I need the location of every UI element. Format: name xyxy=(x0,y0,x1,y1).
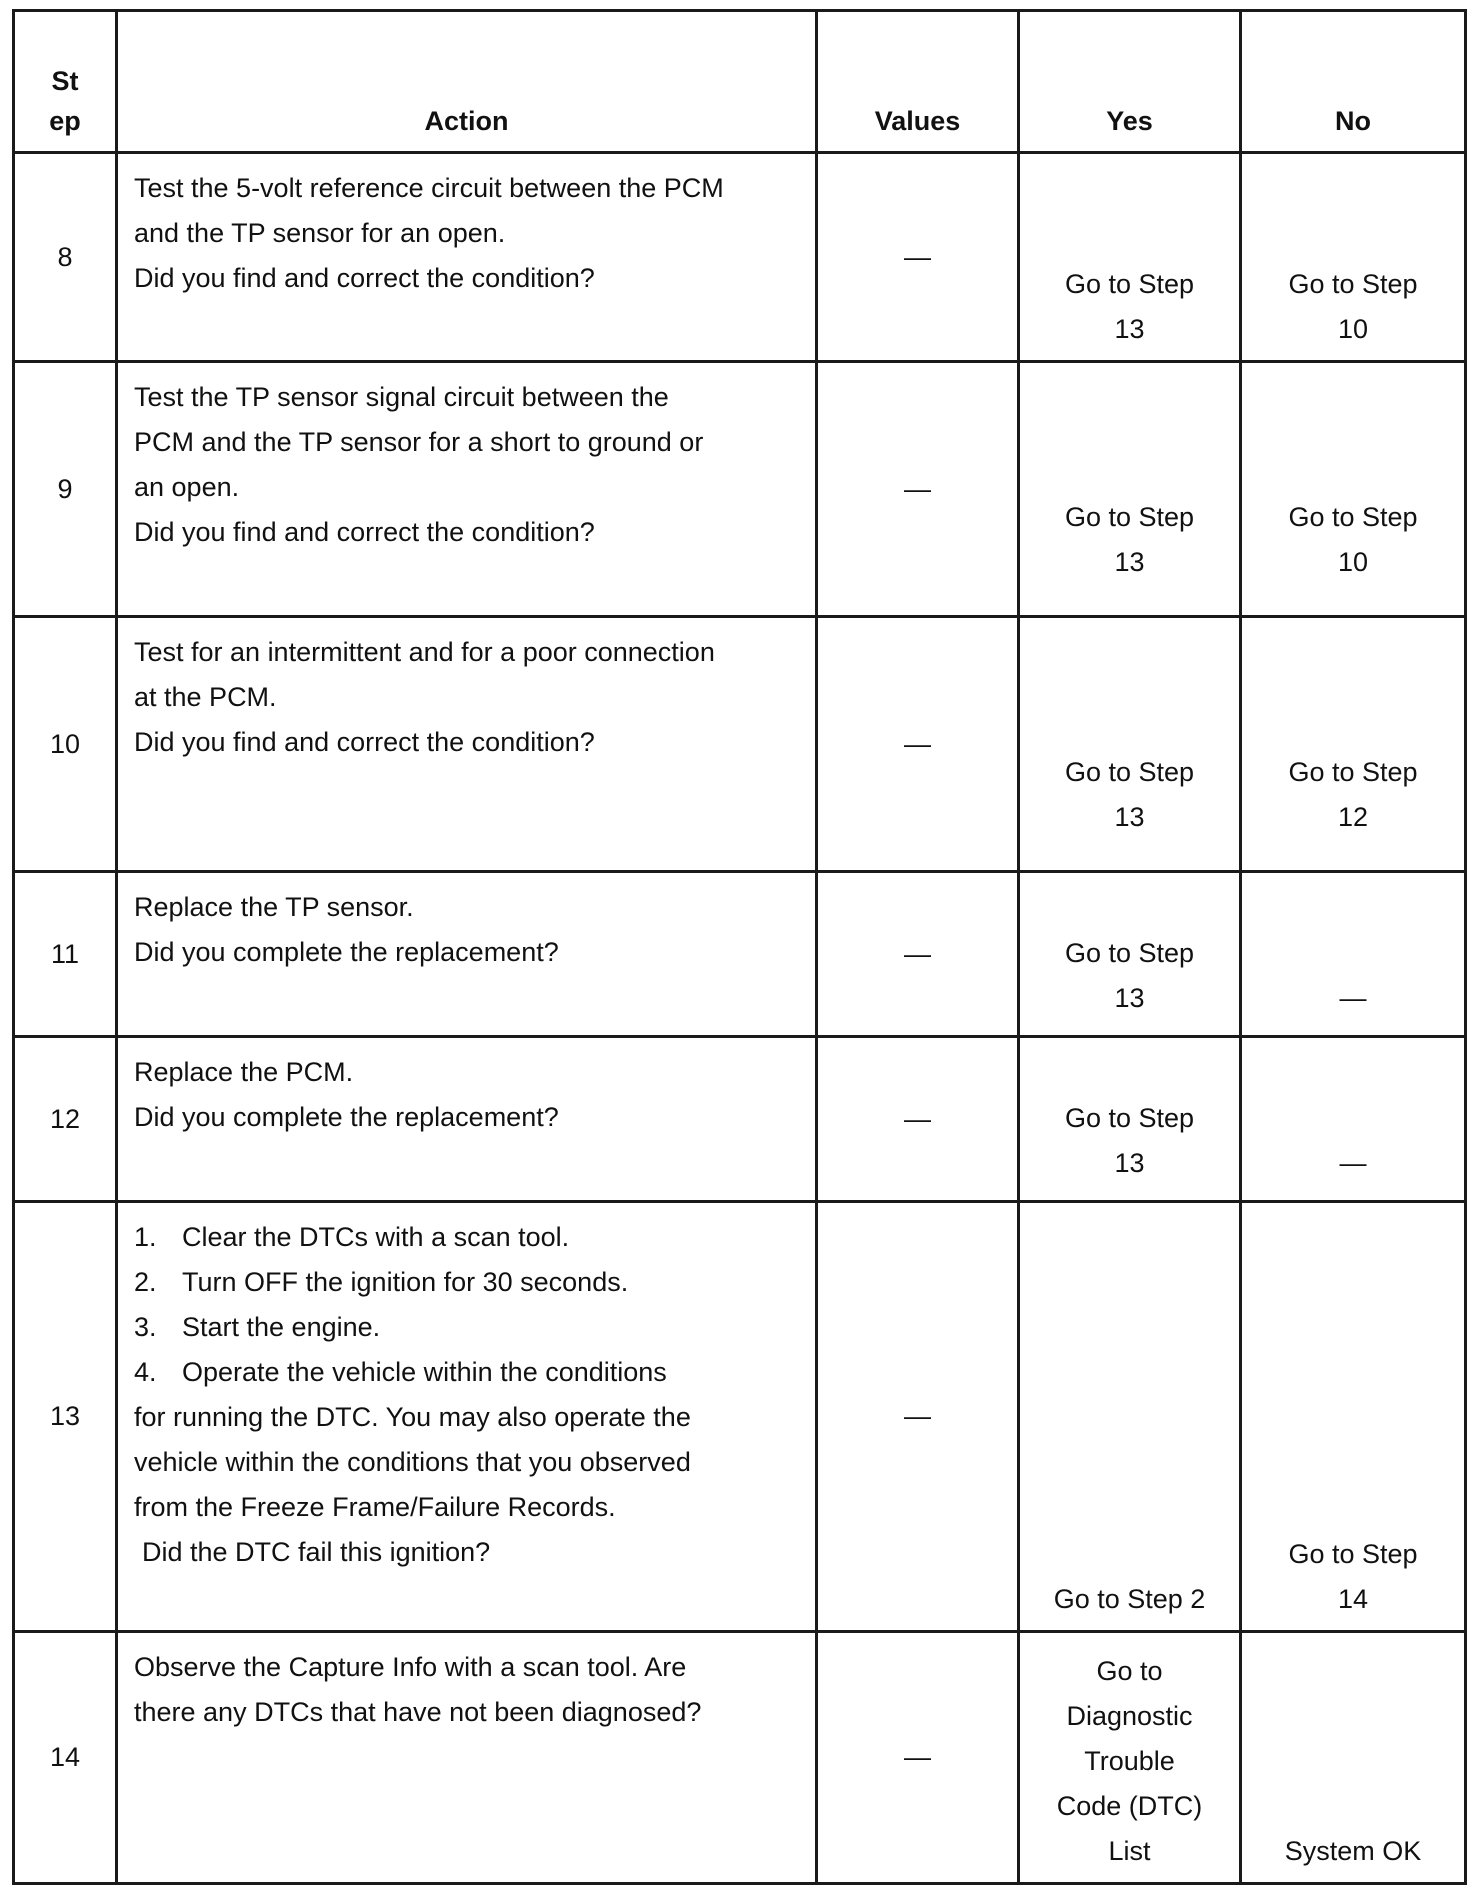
yes-line: Trouble xyxy=(1084,1746,1175,1776)
no-cell xyxy=(1241,1632,1466,1884)
yes-line: 13 xyxy=(1114,1148,1145,1178)
yes-line: List xyxy=(1108,1836,1151,1866)
list-text: Operate the vehicle within the conditions xyxy=(182,1357,667,1387)
list-number: 2. xyxy=(134,1267,157,1297)
no-line: Go to Step xyxy=(1288,757,1418,787)
yes-header: Yes xyxy=(1019,11,1241,153)
yes-cell xyxy=(1019,1037,1241,1202)
table-row xyxy=(14,872,1466,1037)
no-line: Go to Step xyxy=(1288,1539,1418,1569)
list-item xyxy=(134,1260,801,1305)
list-item xyxy=(134,1305,801,1350)
values-header: Values xyxy=(817,11,1019,153)
list-item xyxy=(134,1215,801,1260)
action-line: Test the TP sensor signal circuit between the xyxy=(134,382,669,412)
action-question: Did you complete the replacement? xyxy=(134,937,559,967)
step-number: 12 xyxy=(14,1037,117,1202)
action-line: Test for an intermittent and for a poor connection xyxy=(134,637,715,667)
action-line: there any DTCs that have not been diagnosed? xyxy=(134,1697,702,1727)
yes-cell xyxy=(1019,872,1241,1037)
step-header-line1: St xyxy=(51,66,79,96)
table-row xyxy=(14,1632,1466,1884)
values-cell: — xyxy=(817,1202,1019,1632)
no-line: 14 xyxy=(1337,1584,1369,1614)
action-cell xyxy=(117,1632,817,1884)
no-line: Go to Step xyxy=(1288,269,1418,299)
values-cell: — xyxy=(817,1632,1019,1884)
action-line: and the TP sensor for an open. xyxy=(134,218,506,248)
list-text: Start the engine. xyxy=(182,1312,381,1342)
yes-line: 13 xyxy=(1114,314,1145,344)
table-row xyxy=(14,153,1466,362)
values-cell: — xyxy=(817,872,1019,1037)
yes-line: Diagnostic xyxy=(1066,1701,1193,1731)
yes-cell xyxy=(1019,617,1241,872)
no-cell xyxy=(1241,1202,1466,1632)
action-question: Did you find and correct the condition? xyxy=(134,727,595,757)
no-header: No xyxy=(1241,11,1466,153)
list-item xyxy=(134,1350,801,1395)
step-number: 9 xyxy=(14,362,117,617)
action-question: Did you find and correct the condition? xyxy=(134,263,595,293)
step-number: 11 xyxy=(14,872,117,1037)
yes-cell xyxy=(1019,1632,1241,1884)
no-line: 10 xyxy=(1337,314,1369,344)
action-line: Test the 5-volt reference circuit between the PCM xyxy=(134,173,724,203)
yes-cell xyxy=(1019,362,1241,617)
action-cell xyxy=(117,1202,817,1632)
yes-line: 13 xyxy=(1114,547,1145,577)
action-question: Did the DTC fail this ignition? xyxy=(142,1537,491,1567)
yes-line: Go to Step xyxy=(1064,502,1195,532)
table-row xyxy=(14,362,1466,617)
action-question: Did you find and correct the condition? xyxy=(134,517,595,547)
step-header xyxy=(14,11,117,153)
no-line: — xyxy=(1339,1148,1367,1178)
yes-cell xyxy=(1019,1202,1241,1632)
yes-line: Go to xyxy=(1096,1656,1163,1686)
yes-line: 13 xyxy=(1114,983,1145,1013)
yes-line: Go to Step xyxy=(1064,1103,1195,1133)
diagnostic-table xyxy=(12,9,1467,1885)
table-row xyxy=(14,617,1466,872)
yes-line: Go to Step xyxy=(1064,938,1195,968)
header-row xyxy=(14,11,1466,153)
step-number: 13 xyxy=(14,1202,117,1632)
no-line: System OK xyxy=(1284,1836,1422,1866)
no-cell xyxy=(1241,872,1466,1037)
step-number: 8 xyxy=(14,153,117,362)
no-line: Go to Step xyxy=(1288,502,1418,532)
values-cell: — xyxy=(817,1037,1019,1202)
action-line: PCM and the TP sensor for a short to ground or xyxy=(134,427,704,457)
no-line: — xyxy=(1339,983,1367,1013)
action-line: vehicle within the conditions that you observed xyxy=(134,1447,691,1477)
table-row xyxy=(14,1037,1466,1202)
action-line: from the Freeze Frame/Failure Records. xyxy=(134,1492,616,1522)
action-cell xyxy=(117,153,817,362)
yes-cell xyxy=(1019,153,1241,362)
action-cell xyxy=(117,1037,817,1202)
action-question: Did you complete the replacement? xyxy=(134,1102,559,1132)
action-line: Replace the PCM. xyxy=(134,1057,354,1087)
values-cell: — xyxy=(817,362,1019,617)
action-line: Replace the TP sensor. xyxy=(134,892,414,922)
step-header-line2: ep xyxy=(49,106,81,136)
table-row xyxy=(14,1202,1466,1632)
action-line: an open. xyxy=(134,472,240,502)
no-cell xyxy=(1241,362,1466,617)
no-cell xyxy=(1241,1037,1466,1202)
values-cell: — xyxy=(817,617,1019,872)
list-number: 4. xyxy=(134,1357,157,1387)
no-line: 12 xyxy=(1337,802,1369,832)
action-line: Observe the Capture Info with a scan tool. Are xyxy=(134,1652,687,1682)
step-number: 10 xyxy=(14,617,117,872)
list-text: Turn OFF the ignition for 30 seconds. xyxy=(182,1267,629,1297)
no-cell xyxy=(1241,617,1466,872)
no-line: 10 xyxy=(1337,547,1369,577)
yes-line: Go to Step 2 xyxy=(1053,1584,1206,1614)
action-line: at the PCM. xyxy=(134,682,277,712)
action-header: Action xyxy=(117,11,817,153)
values-cell: — xyxy=(817,153,1019,362)
diagnostic-table-sheet xyxy=(12,9,1464,1877)
action-cell xyxy=(117,872,817,1037)
step-number: 14 xyxy=(14,1632,117,1884)
yes-line: Go to Step xyxy=(1064,269,1195,299)
list-number: 1. xyxy=(134,1222,157,1252)
action-cell xyxy=(117,362,817,617)
yes-line: 13 xyxy=(1114,802,1145,832)
action-cell xyxy=(117,617,817,872)
list-number: 3. xyxy=(134,1312,157,1342)
numbered-steps xyxy=(134,1215,801,1395)
yes-line: Go to Step xyxy=(1064,757,1195,787)
action-line: for running the DTC. You may also operate the xyxy=(134,1402,691,1432)
list-text: Clear the DTCs with a scan tool. xyxy=(182,1222,570,1252)
no-cell xyxy=(1241,153,1466,362)
yes-line: Code (DTC) xyxy=(1056,1791,1203,1821)
